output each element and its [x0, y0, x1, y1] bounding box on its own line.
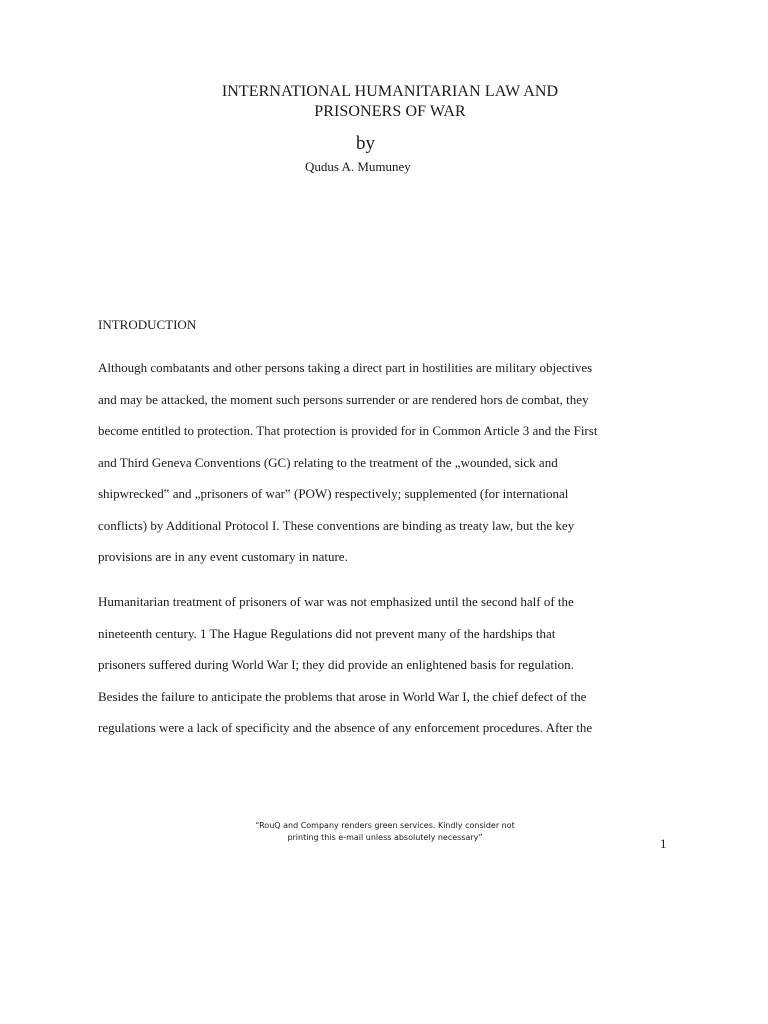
paragraph-line: shipwrecked‟ and „prisoners of war‟ (POW) respectively; supplemented (for international	[98, 486, 569, 501]
footer-note	[0, 820, 768, 844]
paragraph-line: nineteenth century. 1 The Hague Regulations did not prevent many of the hardships that	[98, 625, 556, 641]
paragraph-line: regulations were a lack of specificity and the absence of any enforcement procedures. After the	[98, 720, 593, 735]
title-line-2: PRISONERS OF WAR	[314, 103, 466, 120]
page-number: 1	[660, 836, 667, 851]
paragraph-line: become entitled to protection. That protection is provided for in Common Article 3 and the First	[98, 423, 598, 438]
author-name: Qudus A. Mumuney	[305, 159, 411, 174]
paragraph-line: Besides the failure to anticipate the problems that arose in World War I, the chief defect of the	[98, 688, 587, 704]
byline-by: by	[356, 133, 375, 154]
paragraph-line: provisions are in any event customary in nature.	[98, 549, 348, 564]
paragraph-line: and may be attacked, the moment such persons surrender or are rendered hors de combat, they	[98, 391, 589, 407]
footer-line-2: printing this e-mail unless absolutely necessary”	[287, 833, 483, 842]
title-line-1: INTERNATIONAL HUMANITARIAN LAW AND	[221, 83, 559, 100]
paragraph-2	[98, 594, 698, 752]
paragraph-line: prisoners suffered during World War I; they did provide an enlightened basis for regulation.	[98, 657, 574, 672]
paragraph-1	[98, 360, 698, 581]
footer-line-1: “RouQ and Company renders green services. Kindly consider not	[255, 821, 515, 830]
paragraph-line: conflicts) by Additional Protocol I. These conventions are binding as treaty law, but the key	[98, 517, 575, 533]
section-heading: INTRODUCTION	[98, 317, 197, 332]
paragraph-line: and Third Geneva Conventions (GC) relating to the treatment of the „wounded, sick and	[98, 454, 558, 470]
paragraph-line: Although combatants and other persons taking a direct part in hostilities are military objectives	[98, 360, 593, 375]
document-title	[0, 82, 768, 122]
paragraph-line: Humanitarian treatment of prisoners of war was not emphasized until the second half of the	[98, 594, 574, 609]
